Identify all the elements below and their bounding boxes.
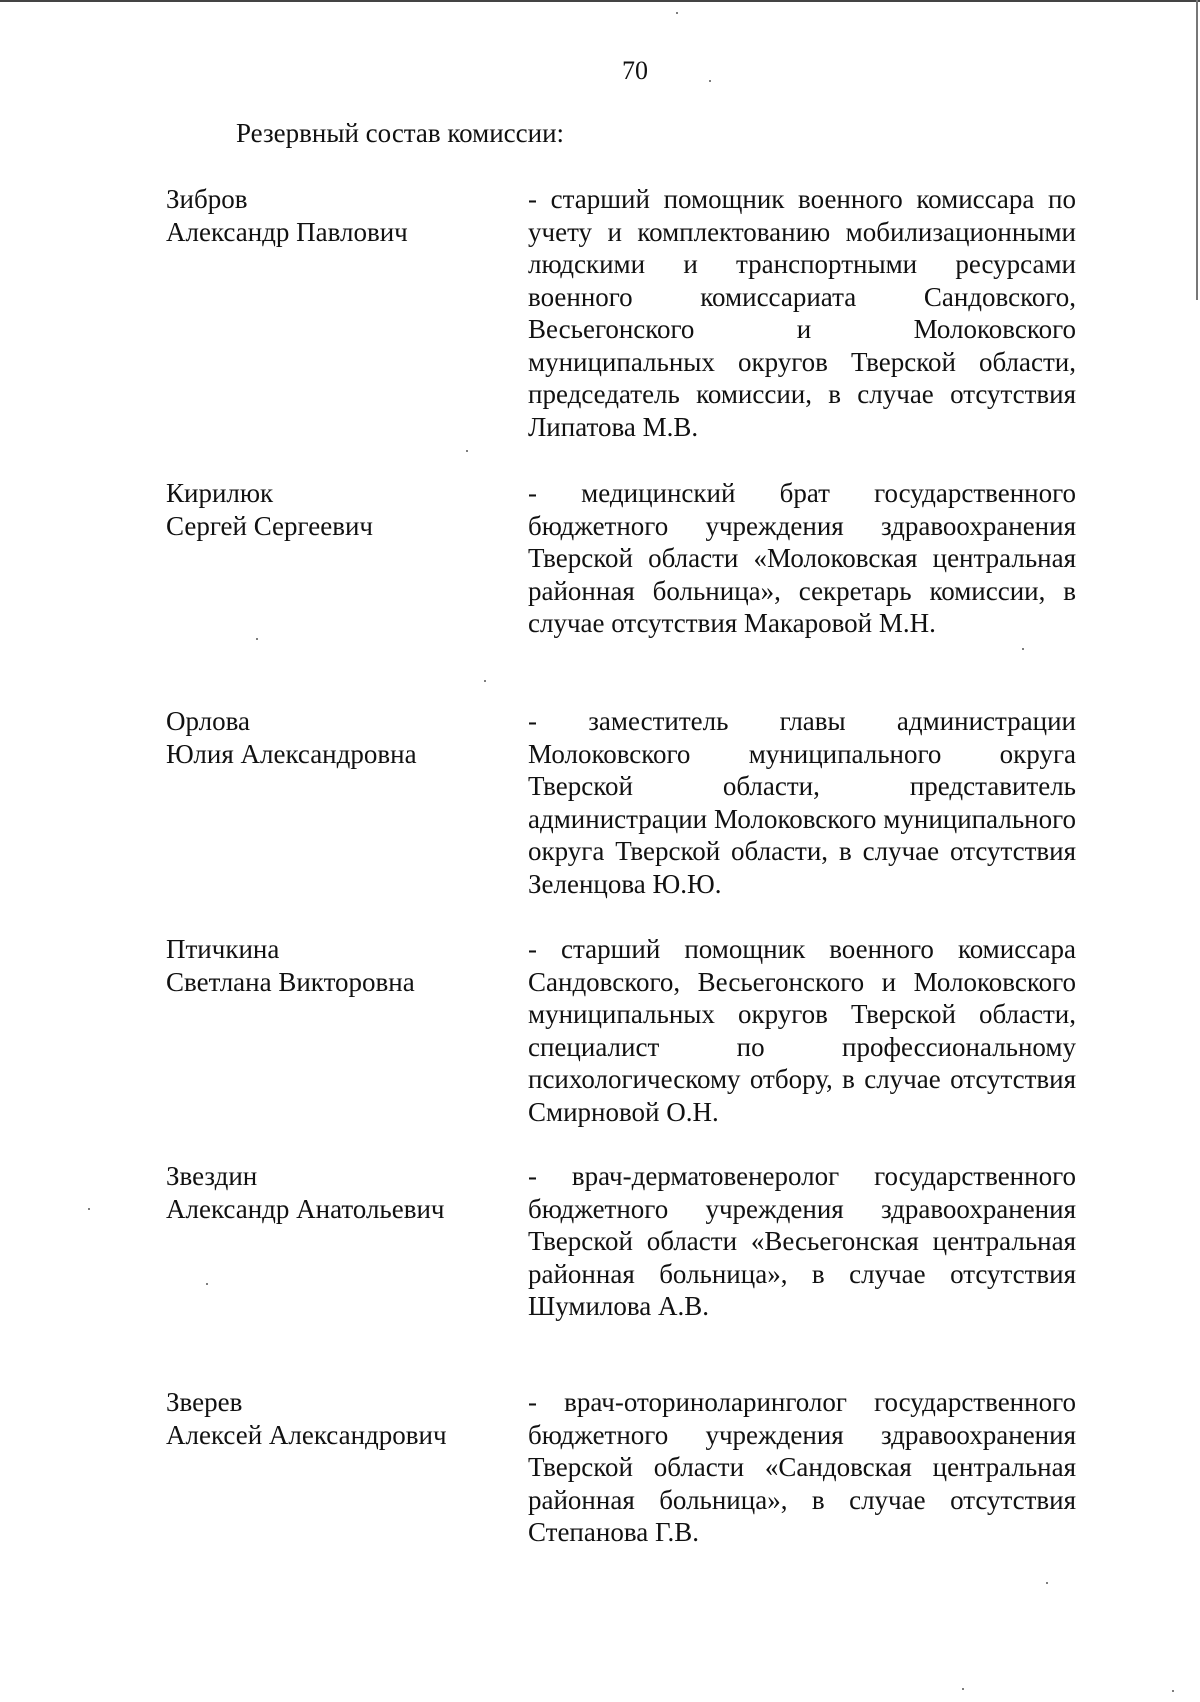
- scan-speck: [88, 1208, 90, 1210]
- member-surname: Орлова: [166, 706, 250, 736]
- member-surname: Птичкина: [166, 934, 280, 964]
- scan-speck: [206, 1283, 208, 1285]
- scan-speck: [1172, 1690, 1174, 1692]
- member-position: - медицинский брат государственного бюджетного учреждения здравоохранения Тверской области «Молоковская центральная районная больница», секретарь комиссии, в случае отсутствия Макаровой М.Н.: [528, 478, 1076, 638]
- member-given-names: Алексей Александрович: [166, 1419, 447, 1450]
- member-position: - старший помощник военного комиссара Сандовского, Весьегонского и Молоковского муниципальных округов Тверской области, специалист по профессиональному психологическому отбору, в случае отсутствия Смирновой О.Н.: [528, 934, 1076, 1127]
- scan-speck: [962, 1688, 964, 1690]
- member-position: - старший помощник военного комиссара по учету и комплектованию мобилизационными людскими и транспортными ресурсами военного комиссариата Сандовского, Весьегонского и Молоковского муниципальных округов Тверской области, председатель комиссии, в случае отсутствия Липатова М.В.: [528, 184, 1076, 442]
- scan-speck: [466, 450, 468, 452]
- member-position: - заместитель главы администрации Молоковского муниципального округа Тверской области, представитель администрации Молоковского муниципального округа Тверской области, в случае отсутствия Зеленцова Ю.Ю.: [528, 706, 1076, 899]
- member-name: [166, 933, 496, 998]
- member-position: - врач-оториноларинголог государственного бюджетного учреждения здравоохранения Тверской области «Сандовская центральная районная больница», в случае отсутствия Степанова Г.В.: [528, 1387, 1076, 1547]
- member-name: [166, 477, 496, 542]
- page-number: 70: [622, 56, 648, 85]
- scan-speck: [709, 80, 711, 82]
- member-surname: Зибров: [166, 184, 248, 214]
- scan-speck: [676, 12, 678, 14]
- section-heading: Резервный состав комиссии:: [236, 118, 565, 148]
- member-surname: Кирилюк: [166, 478, 274, 508]
- member-name: [166, 1160, 496, 1225]
- member-given-names: Александр Павлович: [166, 216, 408, 247]
- scan-speck: [1046, 1582, 1048, 1584]
- member-name: [166, 1386, 496, 1451]
- member-name: [166, 705, 496, 770]
- member-surname: Звездин: [166, 1161, 258, 1191]
- scan-right-edge: [1196, 0, 1198, 300]
- scan-speck: [1022, 648, 1024, 650]
- member-given-names: Юлия Александровна: [166, 738, 417, 769]
- scan-speck: [484, 680, 486, 682]
- member-given-names: Светлана Викторовна: [166, 966, 415, 997]
- member-surname: Зверев: [166, 1387, 243, 1417]
- scan-speck: [256, 638, 258, 640]
- scan-top-edge: [0, 0, 1200, 2]
- member-name: [166, 183, 496, 248]
- member-given-names: Сергей Сергеевич: [166, 510, 374, 541]
- member-given-names: Александр Анатольевич: [166, 1193, 445, 1224]
- member-position: - врач-дерматовенеролог государственного бюджетного учреждения здравоохранения Тверской области «Весьегонская центральная районная больница», в случае отсутствия Шумилова А.В.: [528, 1161, 1076, 1321]
